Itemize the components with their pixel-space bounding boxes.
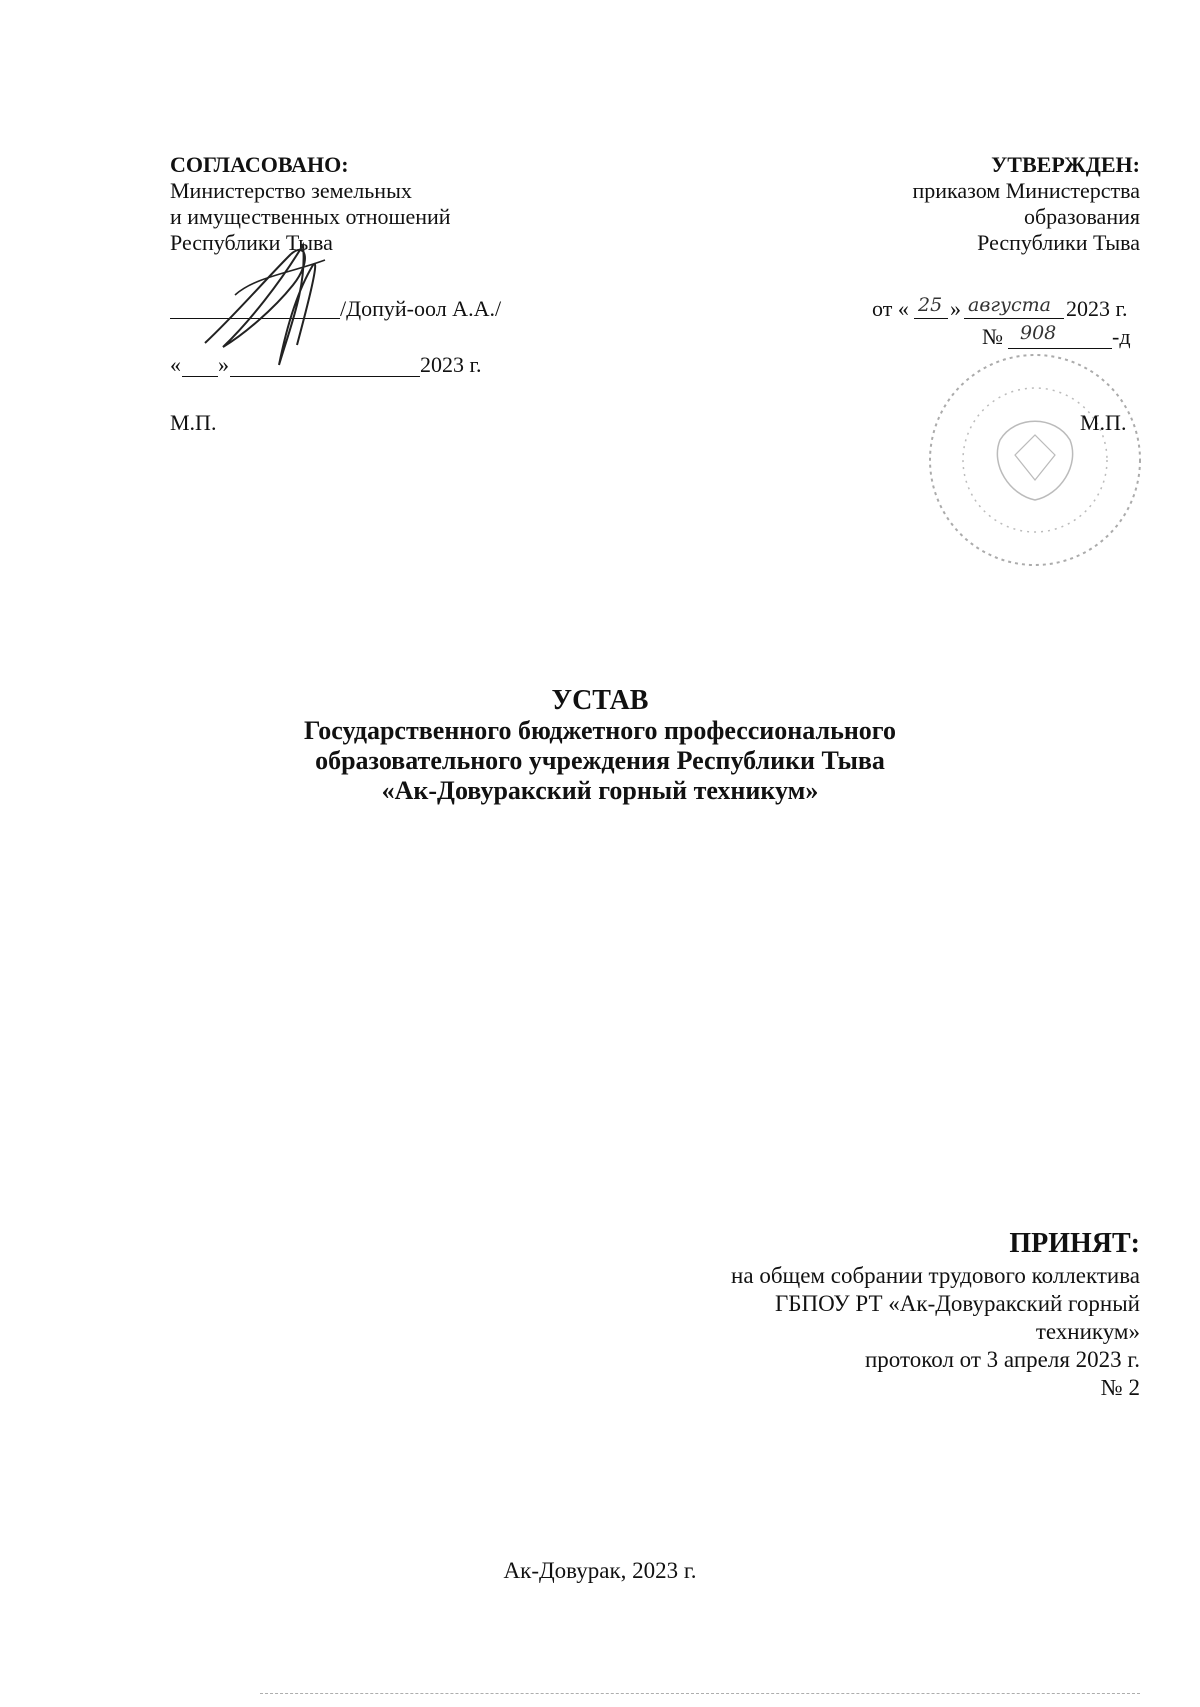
page-bottom-artifact — [260, 1693, 1140, 1696]
accepted-line2: ГБПОУ РТ «Ак-Довуракский горный — [774, 1291, 1140, 1316]
city-year: Ак-Довурак, 2023 г. — [503, 1558, 697, 1583]
title-main: УСТАВ — [551, 685, 649, 716]
approved-number-prefix: № — [982, 324, 1003, 349]
approved-line1: приказом Министерства — [912, 178, 1140, 203]
accepted-block — [731, 1230, 1140, 1402]
approved-number-value: 908 — [1020, 322, 1057, 344]
approved-date-day: 25 — [918, 294, 943, 316]
approved-date-month: августа — [968, 294, 1051, 316]
agreed-date-day-line — [182, 376, 218, 377]
agreed-date-open: « — [170, 352, 181, 377]
official-seal — [920, 345, 1150, 575]
accepted-line3: техникум» — [1035, 1319, 1140, 1344]
approved-date-close: » — [950, 296, 961, 321]
signature-scribble — [195, 225, 345, 375]
approved-line2: образования — [1023, 204, 1140, 229]
approved-number-suffix: -д — [1112, 324, 1131, 349]
approved-line3: Республики Тыва — [977, 230, 1140, 255]
agreed-heading: СОГЛАСОВАНО: — [170, 152, 349, 177]
agreed-date-close: » — [218, 352, 229, 377]
approved-date-year: 2023 г. — [1066, 296, 1128, 321]
document-title — [0, 686, 1200, 806]
agreed-date-month-line — [230, 376, 420, 377]
title-line4: «Ак-Довуракский горный техникум» — [381, 776, 819, 805]
title-line2: Государственного бюджетного профессионального — [304, 716, 896, 745]
approved-stamp-label: М.П. — [1080, 410, 1127, 435]
accepted-line5: № 2 — [1100, 1375, 1140, 1400]
agreed-date-year: 2023 г. — [420, 352, 482, 377]
approved-date-prefix: от « — [872, 296, 909, 321]
accepted-heading: ПРИНЯТ: — [1009, 1228, 1140, 1259]
agreed-org-line3: Республики Тыва — [170, 230, 333, 255]
approval-block-approved — [913, 152, 1141, 256]
agreed-stamp-label: М.П. — [170, 410, 217, 435]
agreed-org-line2: и имущественных отношений — [170, 204, 451, 229]
approved-date-day-line — [914, 318, 948, 319]
agreed-signatory: /Допуй-оол А.А./ — [340, 296, 502, 321]
agreed-org-line1: Министерство земельных — [170, 178, 412, 203]
approved-date-month-line — [964, 318, 1064, 319]
title-line3: образовательного учреждения Республики Тыва — [315, 746, 885, 775]
accepted-line4: протокол от 3 апреля 2023 г. — [864, 1347, 1140, 1372]
accepted-line1: на общем собрании трудового коллектива — [731, 1263, 1140, 1288]
approved-heading: УТВЕРЖДЕН: — [991, 152, 1140, 177]
